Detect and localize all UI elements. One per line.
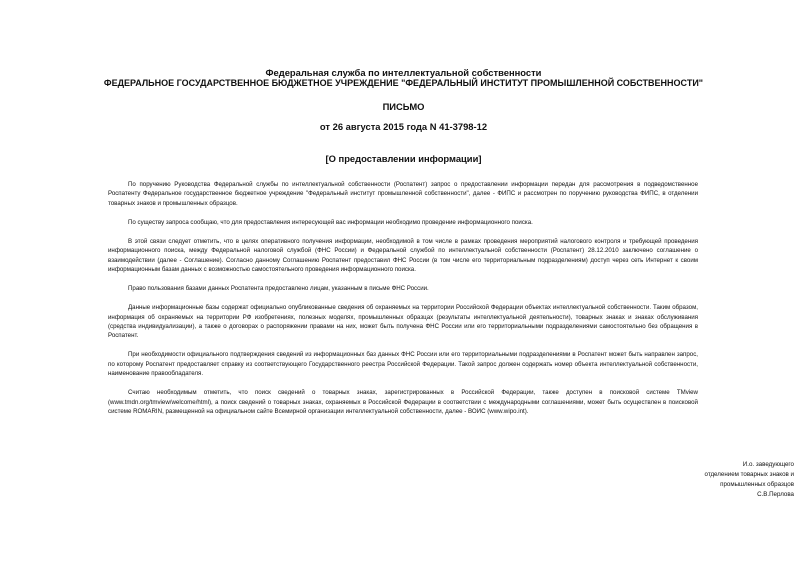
signature-title-line-2: отделением товарных знаков и bbox=[704, 470, 794, 478]
institution-name: ФЕДЕРАЛЬНОЕ ГОСУДАРСТВЕННОЕ БЮДЖЕТНОЕ УЧРЕЖДЕНИЕ "ФЕДЕРАЛЬНЫЙ ИНСТИТУТ ПРОМЫШЛЕННОЙ СОБСТВЕННОСТИ" bbox=[103, 78, 704, 88]
signatory-name: С.В.Перлова bbox=[757, 490, 794, 498]
paragraph-7: Считаю необходимым отметить, что поиск сведений о товарных знаках, зарегистрированных в Российской Федерации, также доступен в поисковой системе TMview (www.tmdn.org/tmview/welcome/html), а поиск сведений о товарных знаках, охраняемых в Российской Федерации в соответствии с международными соглашениями, может быть осуществлен в поисковой системе ROMARIN, размещенной на официальном сайте Всемирной организации интеллектуальной собственности, далее - ВОИС (www.wipo.int). bbox=[108, 389, 698, 415]
signature-block bbox=[600, 460, 798, 500]
document-date-number: от 26 августа 2015 года N 41-3798-12 bbox=[319, 121, 488, 132]
paragraph-6: При необходимости официального подтверждения сведений из информационных баз данных ФНС России или его территориальными подразделениями в Роспатент может быть направлен запрос, по которому Роспатент предоставляет справку из соответствующего Государственного реестра Российской Федерации. Такой запрос должен содержать номер объекта интеллектуальной собственности, наименование правообладателя. bbox=[108, 351, 698, 378]
paragraph-3: В этой связи следует отметить, что в целях оперативного получения информации, необходимой в том числе в рамках проведения мероприятий налогового контроля и требующей проведения информационного поиска, между Федеральной налоговой службой (ФНС России) и Федеральной службой по интеллектуальной собственности (Роспатент) 28.12.2010 заключено соглашение о взаимодействии (далее - Соглашение). Согласно данному Соглашению Роспатент предоставил ФНС России (в том числе его территориальным подразделениям) доступ через сеть Интернет к своим информационным базам данных с возможностью самостоятельного проведения информационного поиска. bbox=[108, 237, 698, 273]
agency-name: Федеральная служба по интеллектуальной собственности bbox=[265, 67, 542, 78]
paragraph-5: Данные информационные базы содержат официально опубликованные сведения об охраняемых на территории Российской Федерации объектах интеллектуальной собственности. Таким образом, информация об охраняемых на территории РФ изобретениях, полезных моделях, промышленных образцах (результаты интеллектуальной деятельности), товарных знаках и знаках обслуживания (средства индивидуализации), а также о договорах о распоряжении правами на них, может быть получена ФНС России или его территориальными подразделениями самостоятельно без обращения в Роспатент. bbox=[108, 304, 698, 340]
document-subject: [О предоставлении информации] bbox=[325, 153, 482, 164]
signature-title-line-3: промышленных образцов bbox=[720, 480, 794, 488]
signature-title-line-1: И.о. заведующего bbox=[742, 461, 794, 468]
paragraph-4: Право пользования базами данных Роспатента предоставлено лицам, указанным в письме ФНС России. bbox=[128, 285, 429, 293]
paragraph-2: По существу запроса сообщаю, что для предоставления интересующей вас информации необходимо проведение информационного поиска. bbox=[128, 218, 533, 226]
document-type: ПИСЬМО bbox=[382, 101, 425, 112]
paragraph-1: По поручению Руководства Федеральной службы по интеллектуальной собственности (Роспатент) запрос о предоставлении информации передан для рассмотрения в подведомственное Роспатенту Федеральное государственное бюджетное учреждение "Федеральный институт промышленной собственности", далее - ФИПС и рассмотрен по поручению руководства ФИПС, в отделении товарных знаков и промышленных образцов. bbox=[108, 181, 698, 207]
letter-body bbox=[108, 180, 698, 426]
